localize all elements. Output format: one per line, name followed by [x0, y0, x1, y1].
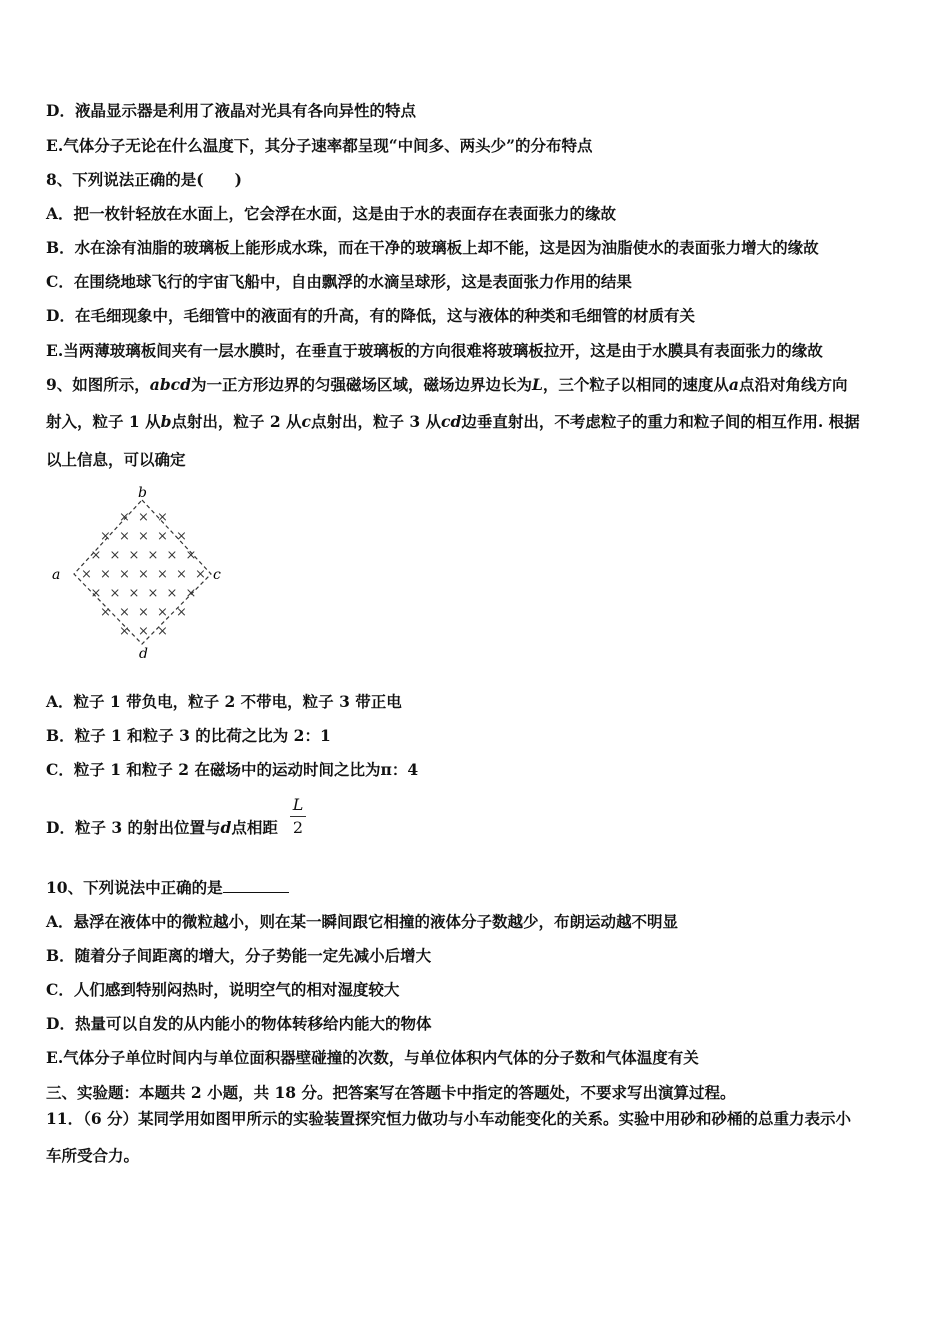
- q10-option-b: B．随着分子间距离的增大，分子势能一定先减小后增大: [46, 946, 432, 965]
- q9-option-b: B．粒子 1 和粒子 3 的比荷之比为 2：1: [46, 726, 331, 745]
- field-cross: ×: [90, 548, 102, 563]
- q8-option-d: D．在毛细现象中，毛细管中的液面有的升高，有的降低，这与液体的种类和毛细管的材质有关: [46, 306, 695, 325]
- field-cross: ×: [90, 586, 102, 601]
- field-cross: ×: [176, 605, 187, 620]
- magnetic-field-diagram: [46, 486, 246, 666]
- q11-line2: 车所受合力。: [46, 1146, 140, 1165]
- field-cross: ×: [195, 567, 206, 582]
- q9-option-c: C．粒子 1 和粒子 2 在磁场中的运动时间之比为π：4: [46, 760, 419, 779]
- q8-option-e: E.当两薄玻璃板间夹有一层水膜时，在垂直于玻璃板的方向很难将玻璃板拉开，这是由于水膜具有表面张力的缘故: [46, 341, 823, 360]
- q8-stem: 8、下列说法正确的是( ): [46, 170, 242, 189]
- field-cross: ×: [81, 567, 92, 582]
- fraction-numerator: L: [292, 795, 304, 814]
- label-a: a: [52, 567, 61, 583]
- q11-line1: 11．（6 分）某同学用如图甲所示的实验装置探究恒力做功与小车动能变化的关系。实验中用砂和砂桶的总重力表示小: [46, 1109, 852, 1128]
- field-cross: ×: [166, 586, 178, 601]
- field-cross: ×: [157, 567, 168, 582]
- q8-option-c: C．在围绕地球飞行的宇宙飞船中，自由飘浮的水滴呈球形，这是表面张力作用的结果: [46, 272, 632, 291]
- label-c: c: [213, 567, 221, 583]
- field-cross: ×: [138, 529, 149, 544]
- field-cross: ×: [147, 548, 159, 563]
- field-cross: ×: [119, 510, 130, 525]
- q9-option-d: D．粒子 3 的射出位置与d点相距: [46, 818, 278, 837]
- field-cross: ×: [109, 586, 121, 601]
- q10-stem: 10、下列说法中正确的是: [46, 878, 289, 898]
- field-cross: ×: [166, 548, 178, 563]
- q8-option-a: A．把一枚针轻放在水面上，它会浮在水面，这是由于水的表面存在表面张力的缘故: [46, 204, 617, 223]
- field-cross: ×: [185, 586, 197, 601]
- field-cross: ×: [157, 510, 168, 525]
- field-cross: ×: [119, 624, 130, 639]
- field-cross: ×: [157, 529, 168, 544]
- q10-option-d: D．热量可以自发的从内能小的物体转移给内能大的物体: [46, 1014, 432, 1033]
- field-cross: ×: [119, 605, 130, 620]
- field-cross: ×: [109, 548, 121, 563]
- field-cross: ×: [185, 548, 197, 563]
- field-crosses: [81, 510, 206, 639]
- field-cross: ×: [157, 624, 168, 639]
- q10-option-c: C．人们感到特别闷热时，说明空气的相对湿度较大: [46, 980, 400, 999]
- field-cross: ×: [176, 567, 187, 582]
- field-cross: ×: [138, 605, 149, 620]
- q9-option-a: A．粒子 1 带负电，粒子 2 不带电，粒子 3 带正电: [46, 692, 402, 711]
- field-cross: ×: [128, 586, 140, 601]
- field-cross: ×: [157, 605, 168, 620]
- fraction-denominator: 2: [292, 818, 304, 837]
- field-cross: ×: [119, 567, 130, 582]
- q8-option-b: B．水在涂有油脂的玻璃板上能形成水珠，而在干净的玻璃板上却不能，这是因为油脂使水的表面张力增大的缘故: [46, 238, 819, 257]
- q10-option-a: A．悬浮在液体中的微粒越小，则在某一瞬间跟它相撞的液体分子数越少，布朗运动越不明显: [46, 912, 679, 931]
- q9-stem-line2: 射入，粒子 1 从b点射出，粒子 2 从c点射出，粒子 3 从cd边垂直射出，不考虑粒子的重力和粒子间的相互作用. 根据: [46, 412, 860, 431]
- q9-stem-line1: 9、如图所示，abcd为一正方形边界的匀强磁场区域，磁场边界边长为L，三个粒子以相同的速度从a点沿对角线方向: [46, 375, 848, 394]
- q7-option-e: E.气体分子无论在什么温度下，其分子速率都呈现“中间多、两头少”的分布特点: [46, 136, 593, 155]
- q7-option-d: D．液晶显示器是利用了液晶对光具有各向异性的特点: [46, 101, 416, 120]
- label-d: d: [139, 646, 148, 662]
- field-cross: ×: [138, 567, 149, 582]
- fraction-l-over-2: [290, 796, 306, 837]
- answer-blank: [223, 878, 289, 893]
- field-cross: ×: [147, 586, 159, 601]
- field-cross: ×: [100, 529, 111, 544]
- field-cross: ×: [119, 529, 130, 544]
- field-cross: ×: [176, 529, 187, 544]
- field-cross: ×: [128, 548, 140, 563]
- field-cross: ×: [100, 605, 111, 620]
- section-3-heading: 三、实验题：本题共 2 小题，共 18 分。把答案写在答题卡中指定的答题处，不要求写出演算过程。: [46, 1083, 736, 1102]
- field-cross: ×: [138, 510, 149, 525]
- field-cross: ×: [100, 567, 111, 582]
- q10-option-e: E.气体分子单位时间内与单位面积器壁碰撞的次数，与单位体积内气体的分子数和气体温度有关: [46, 1048, 699, 1067]
- label-b: b: [138, 486, 147, 501]
- q9-stem-line3: 以上信息，可以确定: [46, 450, 186, 469]
- field-cross: ×: [138, 624, 149, 639]
